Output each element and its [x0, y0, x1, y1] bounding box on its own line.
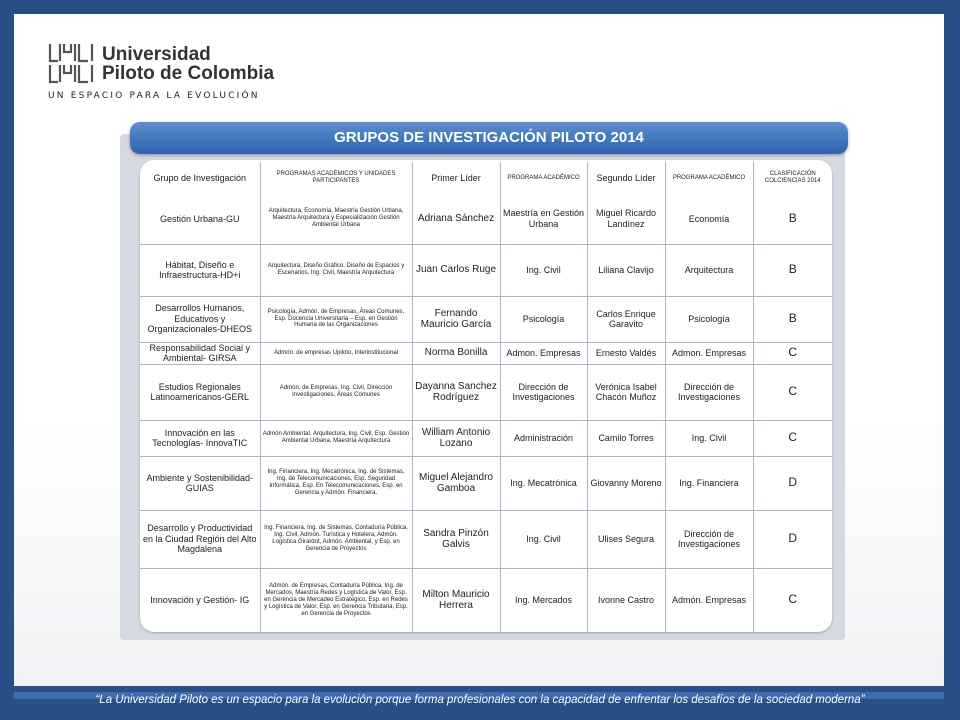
second-leader-program-cell: Ing. Civil — [665, 420, 753, 456]
programs-cell: Admón. de Empresas, Ing. Civil, Dirección Investigaciones, Áreas Comunes — [260, 364, 412, 420]
classification-cell: C — [753, 364, 832, 420]
second-leader-program-cell: Admón. Empresas — [665, 568, 753, 632]
first-leader-cell: Dayanna Sanchez Rodríguez — [412, 364, 500, 420]
first-leader-program-cell: Ing. Mercados — [500, 568, 587, 632]
first-leader-program-cell: Ing. Civil — [500, 510, 587, 568]
group-name-cell: Ambiente y Sostenibilidad-GUIAS — [140, 456, 260, 510]
second-leader-program-cell: Dirección de Investigaciones — [665, 364, 753, 420]
first-leader-program-cell: Psicología — [500, 296, 587, 342]
programs-cell: Admón. de empresas Upiloto, Interinstitucional — [260, 342, 412, 364]
logo-name-line1: Universidad — [102, 44, 211, 65]
programs-cell: Admón. de Empresas, Contaduría Pública, Ing. de Mercados, Maestría Redes y Logística de Valor, Esp. en Gerencia de Mercadeo Estratégico, Esp. en Redes y Logística de Valor, Esp. en Gerencia Tributaria, Esp. en Gerencia de Proyectos — [260, 568, 412, 632]
first-leader-cell: Juan Carlos Ruge — [412, 244, 500, 296]
table-row — [140, 456, 832, 510]
first-leader-cell: Adriana Sánchez — [412, 194, 500, 244]
header-cell: PROGRAMA ACADÉMICO — [500, 162, 587, 194]
classification-cell: B — [753, 296, 832, 342]
header-cell: PROGRAMA ACADÉMICO — [665, 162, 753, 194]
classification-cell: C — [753, 420, 832, 456]
programs-cell: Admón Ambiental, Arquitectura, Ing. Civil, Esp. Gestión Ambiental Urbana, Maestría Arquitectura — [260, 420, 412, 456]
header-cell: Primer Líder — [412, 162, 500, 194]
classification-cell: B — [753, 244, 832, 296]
second-leader-program-cell: Admon. Empresas — [665, 342, 753, 364]
table-row — [140, 568, 832, 632]
table-header-row — [140, 162, 832, 194]
table-row — [140, 342, 832, 364]
group-name-cell: Gestión Urbana-GU — [140, 194, 260, 244]
first-leader-program-cell: Dirección de Investigaciones — [500, 364, 587, 420]
first-leader-cell: Fernando Mauricio García — [412, 296, 500, 342]
table-row — [140, 364, 832, 420]
programs-cell: Arquitectura, Economía, Maestría Gestión Urbana, Maestría Arquitectura y Especialización Gestión Ambiental Urbana — [260, 194, 412, 244]
second-leader-cell: Liliana Clavijo — [587, 244, 665, 296]
header-cell: PROGRAMAS ACADÉMICOS Y UNIDADES PARTICIPANTES — [260, 162, 412, 194]
group-name-cell: Innovación y Gestión- IG — [140, 568, 260, 632]
second-leader-cell: Miguel Ricardo Landínez — [587, 194, 665, 244]
second-leader-cell: Camilo Torres — [587, 420, 665, 456]
programs-cell: Psicología, Admón. de Empresas, Áreas Comunes, Esp. Docencia Universitaria – Esp. en Gestión Humana de las Organizaciones — [260, 296, 412, 342]
second-leader-program-cell: Ing. Financiera — [665, 456, 753, 510]
second-leader-cell: Giovanny Moreno — [587, 456, 665, 510]
programs-cell: Ing. Financiera, Ing. de Sistemas, Contaduría Pública, Ing. Civil, Admón. Turística y Hotelera, Admón. Logística Girardot, Admón. Ambiental, y Esp. en Gerencia de Proyectos — [260, 510, 412, 568]
second-leader-cell: Carlos Enrique Garavito — [587, 296, 665, 342]
classification-cell: C — [753, 568, 832, 632]
second-leader-program-cell: Economía — [665, 194, 753, 244]
table-row — [140, 194, 832, 244]
group-name-cell: Desarrollo y Productividad en la Ciudad Región del Alto Magdalena — [140, 510, 260, 568]
header-cell: Segundo Líder — [587, 162, 665, 194]
logo-name-line2: Piloto de Colombia — [102, 63, 275, 84]
group-name-cell: Responsabilidad Social y Ambiental- GIRSA — [140, 342, 260, 364]
second-leader-program-cell: Arquitectura — [665, 244, 753, 296]
first-leader-cell: William Antonio Lozano — [412, 420, 500, 456]
table-row — [140, 510, 832, 568]
first-leader-program-cell: Admon. Empresas — [500, 342, 587, 364]
programs-cell: Arquitectura, Diseño Gráfico, Diseño de Espacios y Escenarios, Ing. Civil, Maestría Arquitectura — [260, 244, 412, 296]
university-logo — [48, 42, 308, 112]
header-cell: CLASIFICACIÓN COLCIENCIAS 2014 — [753, 162, 832, 194]
logo-tagline: UN ESPACIO PARA LA EVOLUCIÓN — [48, 91, 260, 101]
footer-quote: “La Universidad Piloto es un espacio para la evolución porque forma profesionales con la capacidad de enfrentar los desafíos de la sociedad moderna” — [95, 694, 865, 706]
first-leader-cell: Milton Mauricio Herrera — [412, 568, 500, 632]
second-leader-cell: Ulises Segura — [587, 510, 665, 568]
classification-cell: C — [753, 342, 832, 364]
table-row — [140, 296, 832, 342]
second-leader-program-cell: Psicología — [665, 296, 753, 342]
group-name-cell: Desarrollos Humanos, Educativos y Organizacionales-DHEOS — [140, 296, 260, 342]
first-leader-cell: Norma Bonilla — [412, 342, 500, 364]
first-leader-cell: Miguel Alejandro Gamboa — [412, 456, 500, 510]
first-leader-cell: Sandra Pinzón Galvis — [412, 510, 500, 568]
research-groups-table — [140, 162, 832, 632]
table-row — [140, 244, 832, 296]
classification-cell: B — [753, 194, 832, 244]
first-leader-program-cell: Administración — [500, 420, 587, 456]
programs-cell: Ing. Financiera, Ing. Mecatrónica, Ing. de Sistemas, Ing. de Telecomunicaciones, Esp. Seguridad Informática, Esp. En Telecomunicaciones, Esp. en Gerencia y Admón. Financiera. — [260, 456, 412, 510]
second-leader-cell: Ivonne Castro — [587, 568, 665, 632]
page-title: GRUPOS DE INVESTIGACIÓN PILOTO 2014 — [130, 122, 848, 154]
first-leader-program-cell: Ing. Mecatrónica — [500, 456, 587, 510]
classification-cell: D — [753, 456, 832, 510]
table-row — [140, 420, 832, 456]
group-name-cell: Innovación en las Tecnologías- InnovaTIC — [140, 420, 260, 456]
second-leader-cell: Verónica Isabel Chacón Muñoz — [587, 364, 665, 420]
research-groups-card — [140, 160, 832, 632]
upc-logo-mark-icon — [48, 42, 96, 84]
first-leader-program-cell: Ing. Civil — [500, 244, 587, 296]
second-leader-program-cell: Dirección de Investigaciones — [665, 510, 753, 568]
group-name-cell: Estudios Regionales Latinoamericanos-GERL — [140, 364, 260, 420]
group-name-cell: Hábitat, Diseño e Infraestructura-HD+i — [140, 244, 260, 296]
second-leader-cell: Ernesto Valdés — [587, 342, 665, 364]
first-leader-program-cell: Maestría en Gestión Urbana — [500, 194, 587, 244]
classification-cell: D — [753, 510, 832, 568]
header-cell: Grupo de Investigación — [140, 162, 260, 194]
